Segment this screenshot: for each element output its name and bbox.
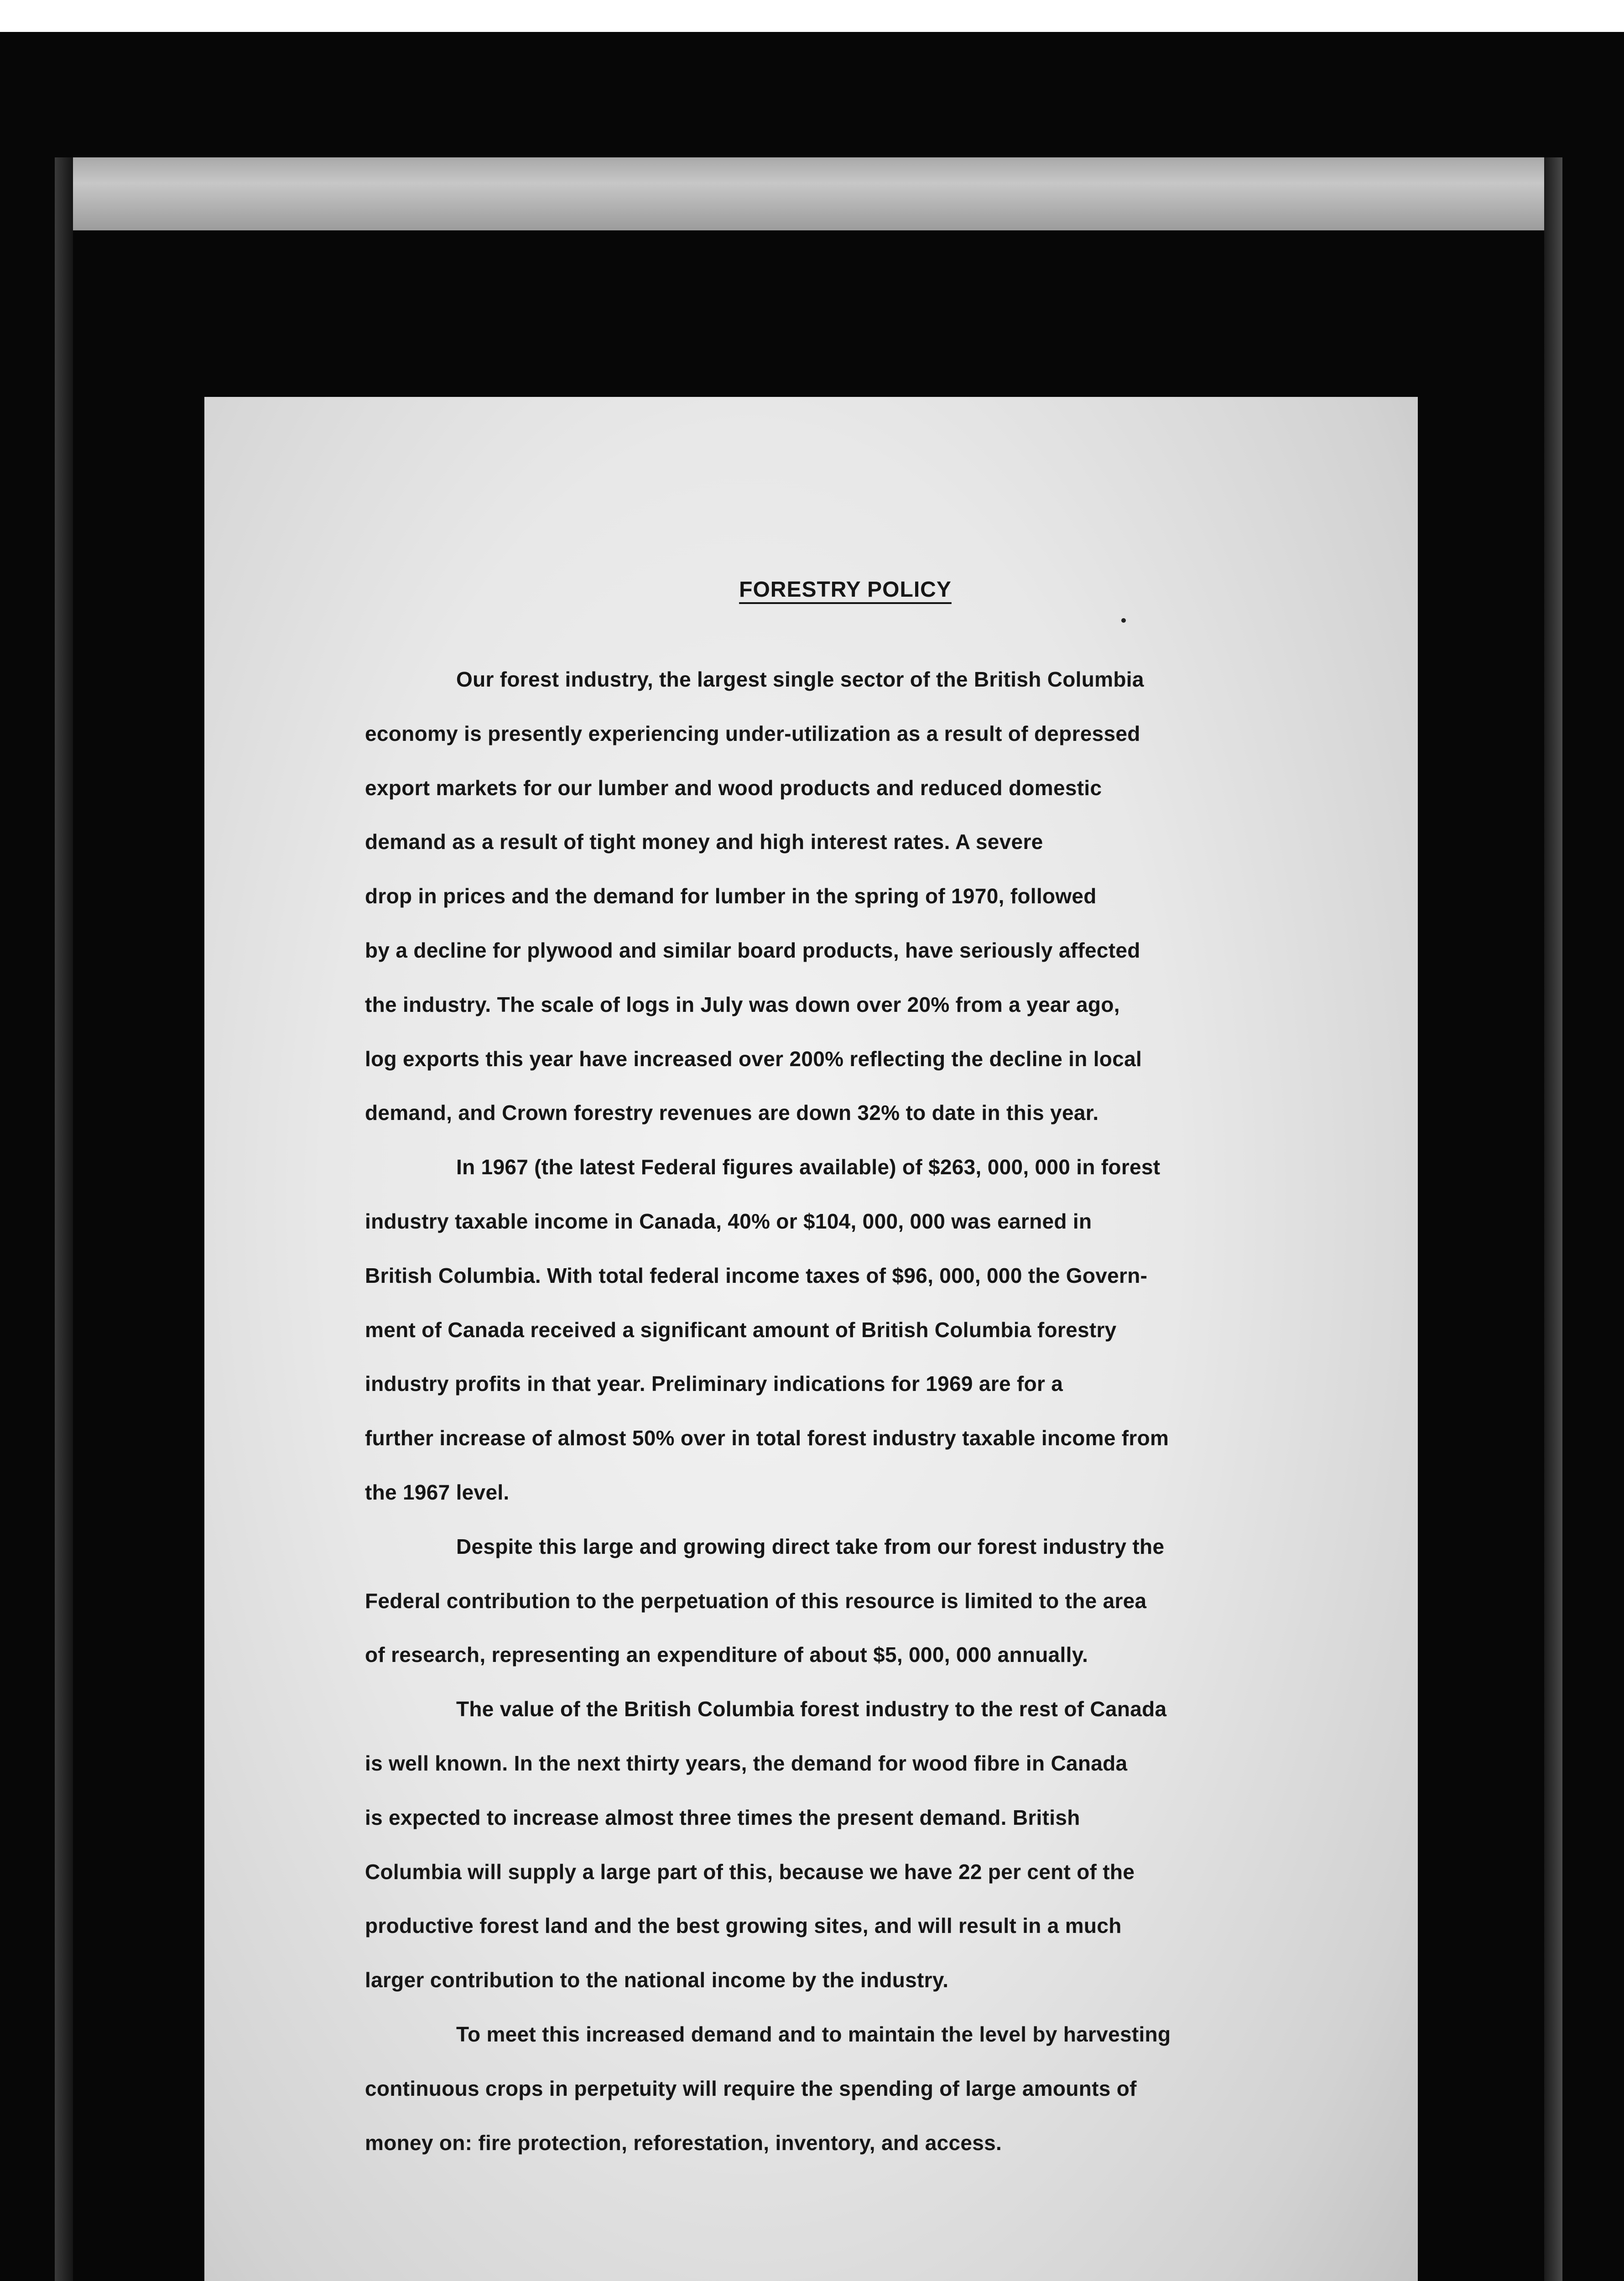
text-line: industry taxable income in Canada, 40% or $104, 000, 000 was earned in	[365, 1209, 1092, 1233]
text-line: productive forest land and the best growing sites, and will result in a much	[365, 1914, 1122, 1938]
text-line: the industry. The scale of logs in July was down over 20% from a year ago,	[365, 992, 1120, 1016]
text-line: log exports this year have increased over 200% reflecting the decline in local	[365, 1047, 1142, 1071]
text-line: industry profits in that year. Preliminary indications for 1969 are for a	[365, 1372, 1063, 1396]
document-body	[365, 652, 1378, 2170]
document-page	[204, 397, 1418, 2281]
film-left-edge	[55, 157, 73, 2281]
text-line: of research, representing an expenditure of about $5, 000, 000 annually.	[365, 1643, 1088, 1667]
text-line: drop in prices and the demand for lumber in the spring of 1970, followed	[365, 884, 1097, 908]
text-line: demand as a result of tight money and high interest rates. A severe	[365, 830, 1043, 854]
text-line: Our forest industry, the largest single sector of the British Columbia	[456, 667, 1144, 691]
film-right-edge	[1544, 157, 1562, 2281]
text-line: Federal contribution to the perpetuation of this resource is limited to the area	[365, 1588, 1147, 1613]
text-line: economy is presently experiencing under-utilization as a result of depressed	[365, 721, 1140, 745]
text-line: larger contribution to the national income by the industry.	[365, 1968, 949, 1992]
text-line: money on: fire protection, reforestation, inventory, and access.	[365, 2130, 1002, 2155]
film-top-strip	[59, 157, 1560, 230]
text-line: The value of the British Columbia forest industry to the rest of Canada	[456, 1697, 1167, 1721]
text-line: further increase of almost 50% over in total forest industry taxable income from	[365, 1426, 1169, 1450]
document-title-text: FORESTRY POLICY	[739, 578, 952, 602]
text-line: by a decline for plywood and similar board products, have seriously affected	[365, 938, 1140, 962]
text-line: Despite this large and growing direct take from our forest industry the	[456, 1534, 1165, 1558]
text-line: the 1967 level.	[365, 1480, 510, 1504]
film-speck	[1121, 618, 1126, 623]
text-line: To meet this increased demand and to maintain the level by harvesting	[456, 2022, 1171, 2046]
text-line: export markets for our lumber and wood products and reduced domestic	[365, 776, 1102, 800]
text-line: demand, and Crown forestry revenues are down 32% to date in this year.	[365, 1101, 1099, 1125]
text-line: In 1967 (the latest Federal figures available) of $263, 000, 000 in forest	[456, 1155, 1161, 1179]
text-line: continuous crops in perpetuity will require the spending of large amounts of	[365, 2076, 1137, 2100]
document-title	[204, 577, 1418, 602]
text-line: is expected to increase almost three times the present demand. British	[365, 1805, 1080, 1829]
text-line: is well known. In the next thirty years, the demand for wood fibre in Canada	[365, 1751, 1128, 1775]
text-line: Columbia will supply a large part of this, because we have 22 per cent of the	[365, 1859, 1135, 1884]
text-line: ment of Canada received a significant amount of British Columbia forestry	[365, 1318, 1117, 1342]
text-line: British Columbia. With total federal income taxes of $96, 000, 000 the Govern-	[365, 1263, 1148, 1287]
